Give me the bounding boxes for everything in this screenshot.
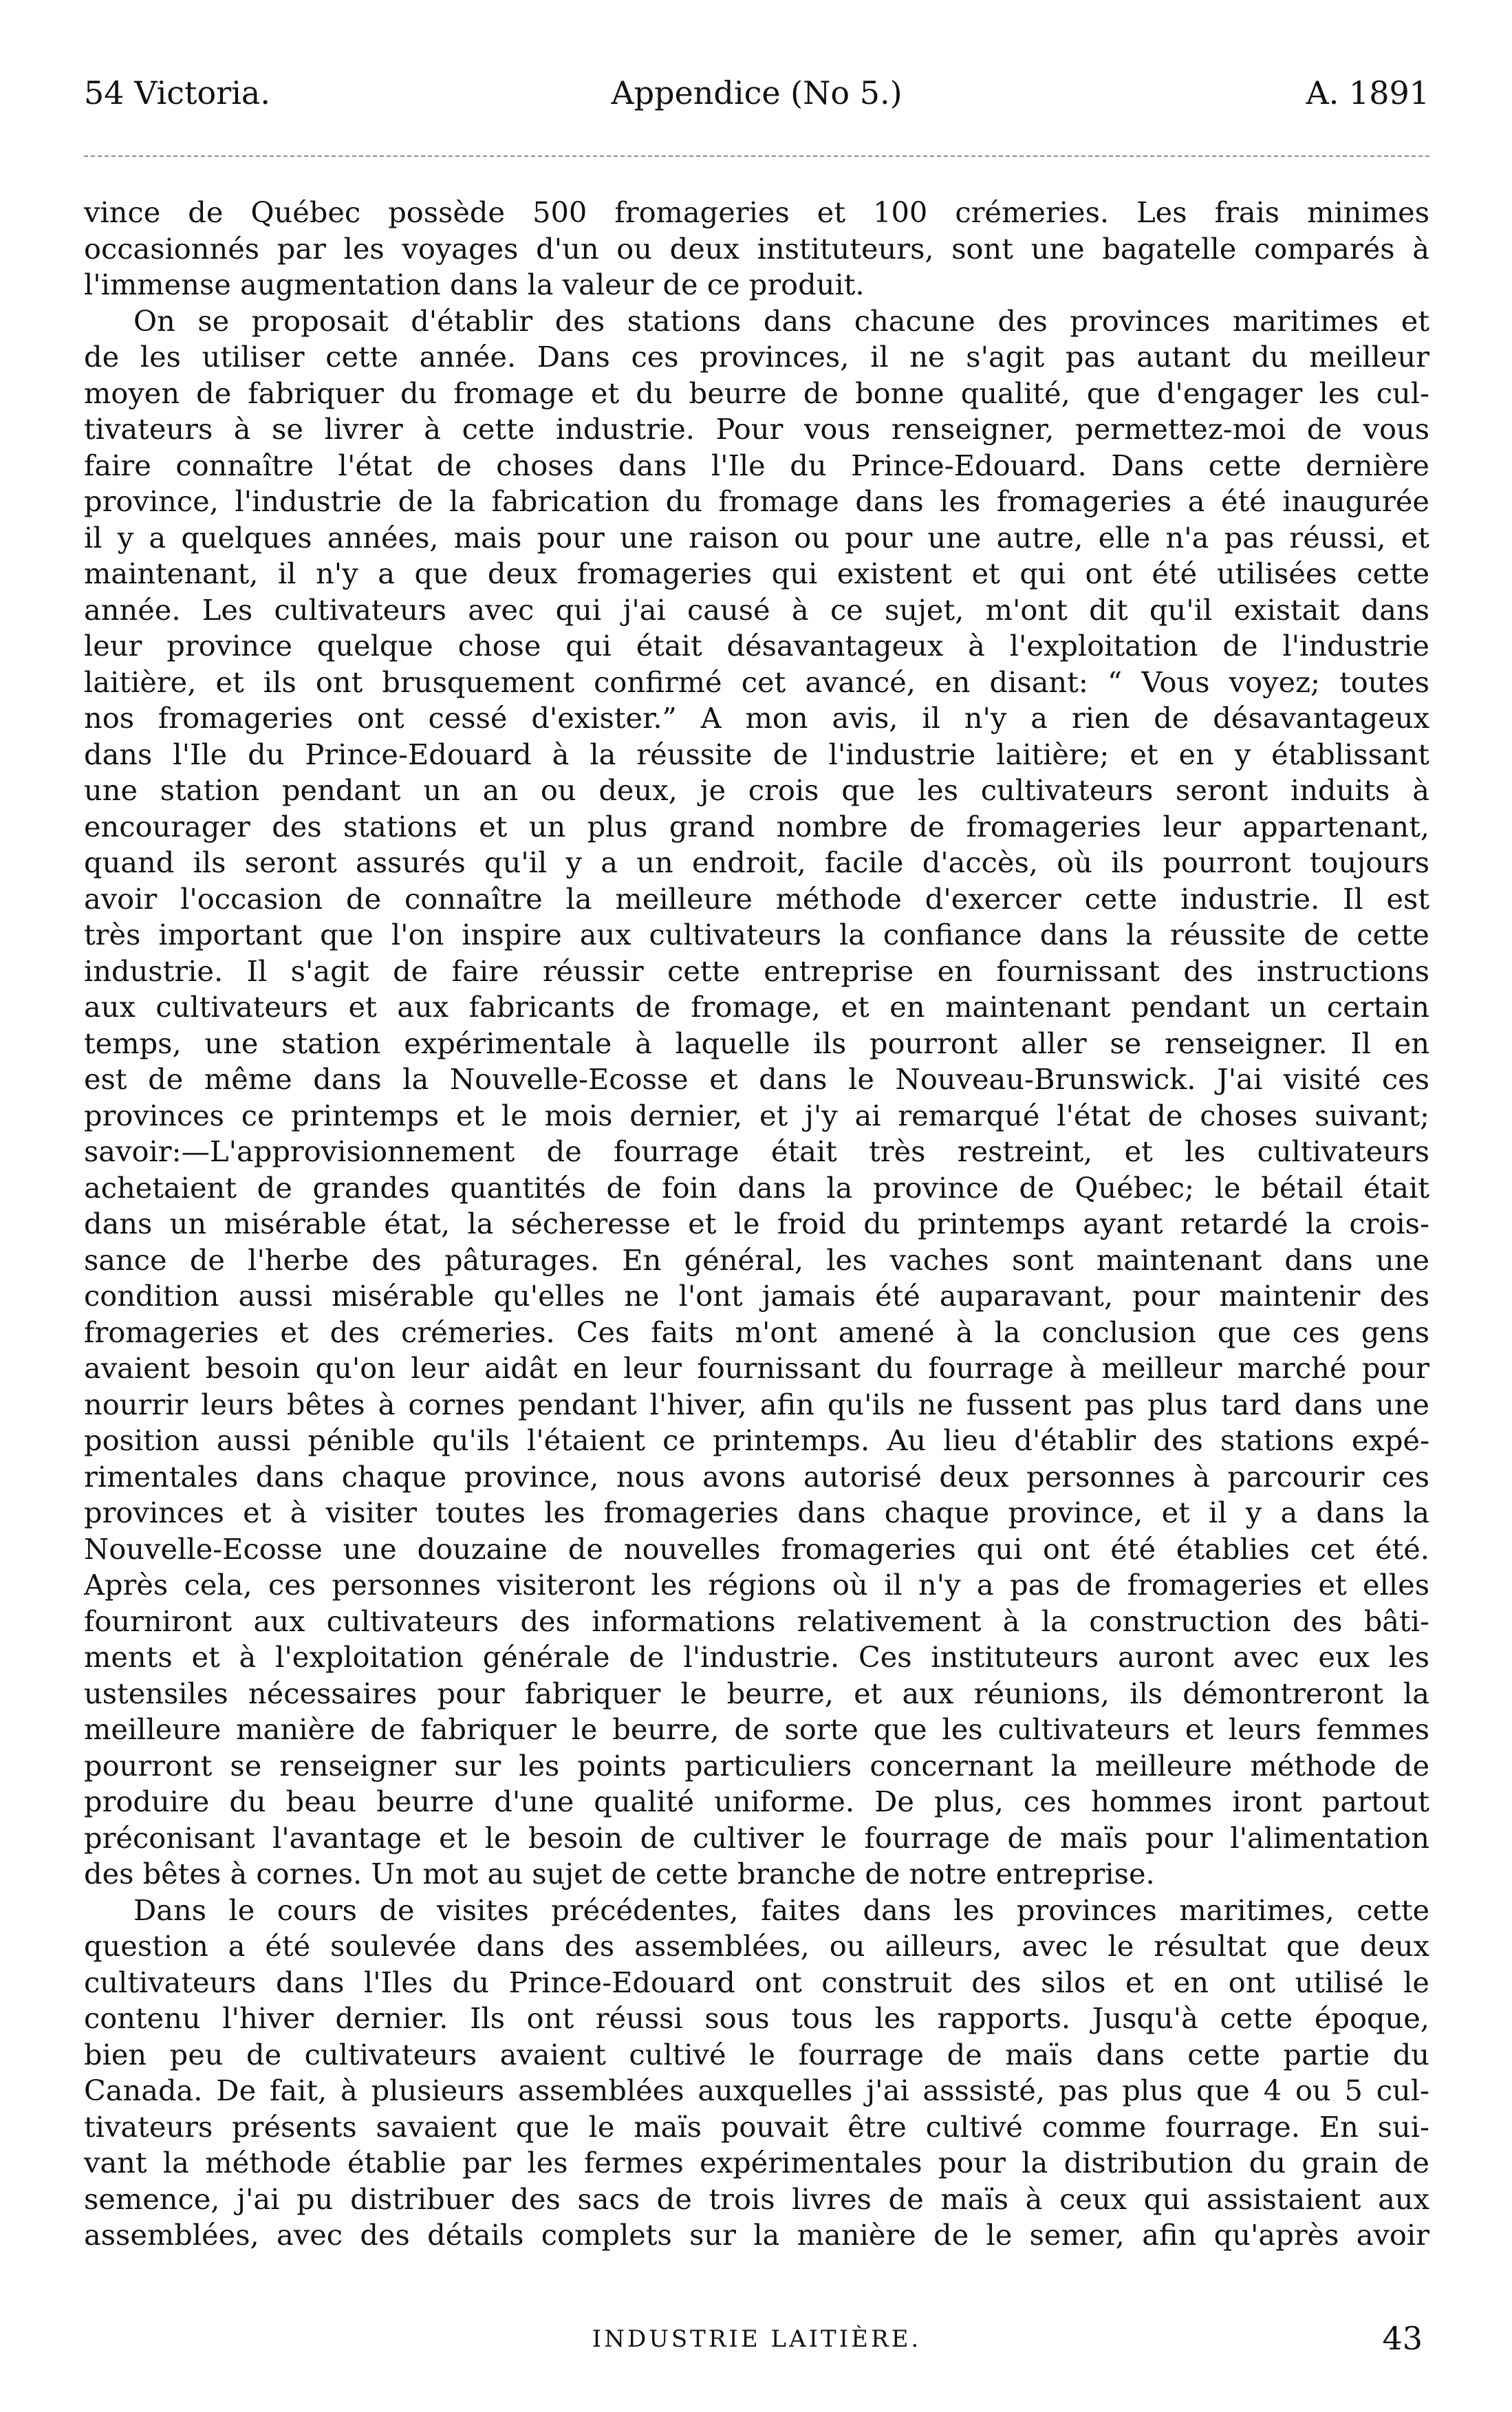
text-line: Canada. De fait, à plusieurs assemblées auxquelles j'ai asssisté, pas plus que 4 ou 5 cul- xyxy=(84,2074,1429,2107)
text-line: tivateurs à se livrer à cette industrie. Pour vous renseigner, permettez-moi de vous xyxy=(84,412,1429,446)
text-line: encourager des stations et un plus grand nombre de fromageries leur appartenant, xyxy=(84,809,1429,843)
text-line: une station pendant un an ou deux, je crois que les cultivateurs seront induits à xyxy=(84,773,1429,807)
text-line: sance de l'herbe des pâturages. En général, les vaches sont maintenant dans une xyxy=(84,1242,1429,1277)
text-line: est de même dans la Nouvelle-Ecosse et dans le Nouveau-Brunswick. J'ai visité ces xyxy=(84,1062,1429,1096)
text-line: rimentales dans chaque province, nous avons autorisé deux personnes à parcourir ces xyxy=(84,1459,1429,1494)
text-line: l'immense augmentation dans la valeur de ce produit. xyxy=(84,268,865,301)
page-number: 43 xyxy=(1382,2320,1423,2357)
body-text xyxy=(84,195,1429,2254)
text-line: achetaient de grandes quantités de foin dans la province de Québec; le bétail était xyxy=(84,1170,1429,1205)
text-line: préconisant l'avantage et le besoin de cultiver le fourrage de maïs pour l'alimentation xyxy=(84,1820,1429,1855)
text-line: savoir:—L'approvisionnement de fourrage était très restreint, et les cultivateurs xyxy=(84,1134,1429,1168)
text-line: industrie. Il s'agit de faire réussir cette entreprise en fournissant des instructions xyxy=(84,954,1429,988)
text-line: quand ils seront assurés qu'il y a un endroit, facile d'accès, où ils pourront toujours xyxy=(84,846,1429,879)
text-line: assemblées, avec des détails complets sur la manière de le semer, afin qu'après avoir xyxy=(84,2218,1429,2252)
text-line: Nouvelle-Ecosse une douzaine de nouvelles fromageries qui ont été établies cet été. xyxy=(84,1531,1429,1566)
header-divider xyxy=(84,155,1429,157)
text-line: pourront se renseigner sur les points particuliers concernant la meilleure méthode de xyxy=(84,1748,1429,1783)
text-line: On se proposait d'établir des stations dans chacune des provinces maritimes et xyxy=(133,303,1429,338)
text-line: temps, une station expérimentale à laquelle ils pourront aller se renseigner. Il en xyxy=(84,1026,1429,1060)
text-line: avoir l'occasion de connaître la meilleure méthode d'exercer cette industrie. Il est xyxy=(84,881,1429,916)
text-line: avaient besoin qu'on leur aidât en leur fournissant du fourrage à meilleur marché pour xyxy=(84,1351,1429,1385)
header-appendix: Appendice (No 5.) xyxy=(611,74,903,111)
text-line: fromageries et des crémeries. Ces faits m'ont amené à la conclusion que ces gens xyxy=(84,1315,1429,1349)
text-line: maintenant, il n'y a que deux fromageries qui existent et qui ont été utilisées cette xyxy=(84,557,1429,590)
running-title: INDUSTRIE LAITIÈRE. xyxy=(592,2325,922,2353)
text-line: année. Les cultivateurs avec qui j'ai causé à ce sujet, m'ont dit qu'il existait dans xyxy=(84,592,1429,627)
text-line: cultivateurs dans l'Iles du Prince-Edouard ont construit des silos et en ont utilisé le xyxy=(84,1965,1429,1999)
page-header xyxy=(84,74,1429,122)
text-line: provinces ce printemps et le mois dernier, et j'y ai remarqué l'état de choses suivant; xyxy=(84,1098,1429,1132)
text-line: très important que l'on inspire aux cultivateurs la confiance dans la réussite de cette xyxy=(84,918,1429,951)
text-line: dans l'Ile du Prince-Edouard à la réussite de l'industrie laitière; et en y établissant xyxy=(84,737,1429,771)
header-session: 54 Victoria. xyxy=(84,74,270,111)
text-line: laitière, et ils ont brusquement confirmé cet avancé, en disant: “ Vous voyez; toutes xyxy=(84,665,1429,699)
text-line: de les utiliser cette année. Dans ces provinces, il ne s'agit pas autant du meilleur xyxy=(84,340,1429,374)
text-line: des bêtes à cornes. Un mot au sujet de cette branche de notre entreprise. xyxy=(84,1857,1155,1891)
text-line: province, l'industrie de la fabrication du fromage dans les fromageries a été inaugurée xyxy=(84,484,1429,518)
text-line: question a été soulevée dans des assemblées, ou ailleurs, avec le résultat que deux xyxy=(84,1929,1429,1963)
text-line: Après cela, ces personnes visiteront les régions où il n'y a pas de fromageries et elles xyxy=(84,1568,1429,1602)
text-line: Dans le cours de visites précédentes, faites dans les provinces maritimes, cette xyxy=(133,1893,1429,1927)
text-line: meilleure manière de fabriquer le beurre, de sorte que les cultivateurs et leurs femmes xyxy=(84,1712,1429,1746)
text-line: ustensiles nécessaires pour fabriquer le beurre, et aux réunions, ils démontreront la xyxy=(84,1676,1429,1710)
text-line: vince de Québec possède 500 fromageries et 100 crémeries. Les frais minimes xyxy=(84,195,1429,229)
page-footer xyxy=(84,2318,1429,2360)
text-line: aux cultivateurs et aux fabricants de fromage, et en maintenant pendant un certain xyxy=(84,990,1429,1024)
text-line: semence, j'ai pu distribuer des sacs de trois livres de maïs à ceux qui assistaient aux xyxy=(84,2182,1429,2216)
text-line: produire du beau beurre d'une qualité uniforme. De plus, ces hommes iront partout xyxy=(84,1785,1429,1818)
text-line: tivateurs présents savaient que le maïs pouvait être cultivé comme fourrage. En sui- xyxy=(84,2109,1429,2144)
text-line: il y a quelques années, mais pour une raison ou pour une autre, elle n'a pas réussi, et xyxy=(84,520,1429,554)
text-line: dans un misérable état, la sécheresse et le froid du printemps ayant retardé la crois- xyxy=(84,1207,1429,1240)
text-line: position aussi pénible qu'ils l'étaient ce printemps. Au lieu d'établir des stations expé- xyxy=(84,1423,1429,1457)
text-line: provinces et à visiter toutes les fromageries dans chaque province, et il y a dans la xyxy=(84,1496,1429,1529)
text-line: nos fromageries ont cessé d'exister.” A mon avis, il n'y a rien de désavantageux xyxy=(84,701,1429,735)
text-line: vant la méthode établie par les fermes expérimentales pour la distribution du grain de xyxy=(84,2146,1429,2179)
text-line: nourrir leurs bêtes à cornes pendant l'hiver, afin qu'ils ne fussent pas plus tard dans une xyxy=(84,1387,1429,1421)
text-line: bien peu de cultivateurs avaient cultivé le fourrage de maïs dans cette partie du xyxy=(84,2037,1429,2071)
text-line: moyen de fabriquer du fromage et du beurre de bonne qualité, que d'engager les cul- xyxy=(84,376,1429,410)
text-line: ments et à l'exploitation générale de l'industrie. Ces instituteurs auront avec eux les xyxy=(84,1640,1429,1674)
text-line: leur province quelque chose qui était désavantageux à l'exploitation de l'industrie xyxy=(84,629,1429,663)
text-line: condition aussi misérable qu'elles ne l'ont jamais été auparavant, pour maintenir des xyxy=(84,1279,1429,1313)
text-line: fourniront aux cultivateurs des informations relativement à la construction des bâti- xyxy=(84,1604,1429,1638)
text-line: occasionnés par les voyages d'un ou deux instituteurs, sont une bagatelle comparés à xyxy=(84,231,1429,266)
header-year: A. 1891 xyxy=(1306,74,1429,111)
text-line: faire connaître l'état de choses dans l'Ile du Prince-Edouard. Dans cette dernière xyxy=(84,448,1429,482)
text-line: contenu l'hiver dernier. Ils ont réussi sous tous les rapports. Jusqu'à cette époque, xyxy=(84,2001,1429,2035)
